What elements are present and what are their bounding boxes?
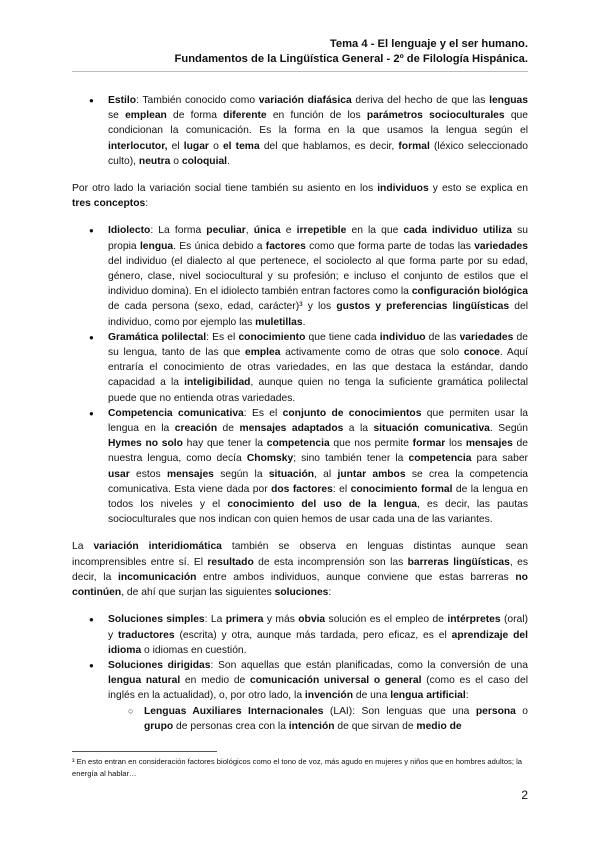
text-run: del individuo, como por ejemplo las bbox=[108, 301, 528, 328]
bold-term: situación bbox=[268, 468, 315, 480]
text-run: : el bbox=[332, 483, 351, 495]
concepts-list bbox=[72, 223, 528, 527]
text-run: o idiomas en cuestión. bbox=[141, 644, 247, 656]
bold-term: única bbox=[253, 225, 281, 237]
page-header bbox=[175, 37, 528, 67]
bold-term: lengua bbox=[139, 240, 174, 252]
text-run: solución es el empleo de bbox=[325, 614, 448, 626]
bold-term: variación diafásica bbox=[258, 95, 352, 106]
bold-term: Idiolecto bbox=[108, 225, 151, 237]
text-run: que condicionan la comunicación. Es la forma en la que usamos la lengua según el bbox=[108, 110, 528, 137]
text-run: de bbox=[217, 423, 240, 435]
bullet-gramatica-polilectal bbox=[72, 330, 528, 406]
text-run: : bbox=[145, 198, 149, 210]
text-run: : También conocido como bbox=[136, 95, 259, 106]
bullet-soluciones-simples bbox=[72, 612, 528, 658]
text-run: o bbox=[170, 155, 182, 167]
bold-term: configuración biológica bbox=[411, 286, 528, 298]
bold-term: variedades bbox=[459, 331, 514, 343]
text-run: : Son aquellas que están planificadas, como la conversión de una bbox=[210, 659, 528, 671]
text-run: en la que bbox=[346, 225, 404, 237]
solutions-list bbox=[72, 612, 528, 734]
header-divider bbox=[72, 71, 528, 72]
text-run: (como es el caso del inglés en la actualidad), o, por otro lado, la bbox=[108, 675, 528, 702]
bold-term: diferente bbox=[223, 110, 267, 122]
text-run: también se observa en lenguas distintas aunque sean incomprensibles entre sí. El bbox=[72, 541, 528, 568]
text-run: de la lengua en todos los niveles y el bbox=[108, 483, 529, 511]
bullet-idiolecto bbox=[72, 223, 528, 329]
bold-term: soluciones bbox=[274, 587, 329, 599]
text-run: : bbox=[465, 690, 469, 702]
text-run: de su lengua, tanto de las que bbox=[108, 331, 528, 359]
paragraph-social-variation bbox=[72, 181, 528, 211]
text-run: , al bbox=[314, 468, 338, 480]
bold-term: incomunicación bbox=[118, 571, 197, 583]
text-run: como que forma parte de todas las bbox=[305, 240, 475, 252]
bold-term: Hymes no solo bbox=[108, 438, 183, 450]
bullet-competencia-comunicativa bbox=[72, 406, 528, 528]
text-run: en medio de bbox=[180, 675, 250, 687]
bold-term: conocimiento del uso de la lengua bbox=[227, 499, 417, 511]
bold-term: Soluciones dirigidas bbox=[108, 659, 211, 671]
bold-term: dos factores bbox=[271, 483, 333, 495]
bold-term: emplean bbox=[125, 110, 167, 122]
bold-term: variación interidiomática bbox=[93, 541, 222, 553]
bold-term: situación comunicativa bbox=[373, 423, 490, 435]
text-run: ; sino también tener la bbox=[293, 453, 409, 465]
bold-term: primera bbox=[225, 614, 264, 626]
bold-term: aprendizaje del idioma bbox=[108, 629, 528, 656]
bold-term: Soluciones simples bbox=[108, 614, 205, 626]
bullet-estilo bbox=[72, 93, 528, 169]
bold-term: invención bbox=[304, 690, 353, 702]
text-run: los bbox=[445, 438, 466, 450]
text-run: . bbox=[227, 155, 230, 167]
footnote-divider bbox=[72, 751, 217, 752]
bold-term: variedades bbox=[474, 240, 529, 252]
bold-term: traductores bbox=[117, 629, 175, 641]
bold-term: comunicación universal o general bbox=[250, 675, 422, 687]
bold-term: coloquial bbox=[181, 155, 228, 167]
text-run: estos bbox=[129, 468, 167, 480]
estilo-list bbox=[72, 93, 528, 169]
text-run: de una bbox=[352, 690, 391, 702]
bold-term: barreras lingüísticas bbox=[407, 556, 510, 568]
text-run: , es decir, la bbox=[72, 556, 528, 583]
bold-term: cada individuo utiliza bbox=[403, 225, 513, 237]
bold-term: formar bbox=[412, 438, 446, 450]
bold-term: lenguas bbox=[489, 95, 528, 106]
bold-term: competencia bbox=[408, 453, 472, 465]
text-run: de forma bbox=[166, 110, 224, 122]
text-run: (léxico seleccionado culto), bbox=[108, 140, 528, 167]
text-run: del que hablamos, es decir, bbox=[259, 140, 399, 152]
header-topic: Tema 4 - El lenguaje y el ser humano. bbox=[329, 38, 528, 50]
bold-term: lugar bbox=[183, 140, 209, 152]
bold-term: irrepetible bbox=[296, 225, 347, 237]
text-run: según la bbox=[213, 468, 269, 480]
bold-term: Chomsky bbox=[246, 453, 294, 465]
subbullet-lenguas-auxiliares bbox=[72, 704, 528, 734]
text-run: del individuo (el dialecto al que pertenece, el sociolecto al que forma parte por su edad, género, clase, nivel sociocultural y su profesión; e incluso el conjunto de estilos que el individuo domina). En el idiolecto también entran factores como la bbox=[108, 255, 528, 298]
text-run: a la bbox=[343, 423, 374, 435]
bold-term: formal bbox=[398, 140, 430, 152]
bold-term: factores bbox=[265, 240, 306, 252]
bold-term: conocimiento bbox=[238, 331, 306, 343]
bold-term: lengua artificial bbox=[390, 690, 466, 702]
bold-term: intención bbox=[288, 720, 335, 732]
text-run: . Es única debido a bbox=[173, 240, 266, 252]
text-run: de que sirvan de bbox=[334, 720, 417, 732]
bold-term: parámetros socioculturales bbox=[366, 110, 505, 122]
bold-term: creación bbox=[174, 423, 218, 435]
text-run: de cada persona (sexo, edad, carácter)³ y los bbox=[108, 301, 337, 313]
text-run: deriva del hecho de que las bbox=[351, 95, 490, 106]
text-run: : La forma bbox=[150, 225, 207, 237]
text-run: , bbox=[245, 225, 254, 237]
page-number: 2 bbox=[521, 788, 528, 802]
text-run: : Es el bbox=[206, 331, 239, 343]
text-run: que permiten usar la lengua en la bbox=[108, 407, 528, 435]
bold-term: Gramática polilectal bbox=[108, 331, 207, 343]
bold-term: neutra bbox=[138, 155, 171, 167]
text-run: : La bbox=[204, 614, 226, 626]
text-run: su propia bbox=[108, 225, 529, 252]
text-run: . Según bbox=[489, 423, 529, 435]
bold-term: mensajes bbox=[166, 468, 214, 480]
text-run: , aunque quien no tenga la suficiente gramática polilectal puede que no entienda otras variedades. bbox=[108, 377, 528, 404]
bold-term: mensajes bbox=[465, 438, 513, 450]
text-run: que tiene cada bbox=[305, 331, 380, 343]
bold-term: grupo bbox=[144, 720, 174, 732]
text-run: (escrita) y otra, aunque más tardada, pero eficaz, es el bbox=[174, 629, 452, 641]
text-run: e bbox=[280, 225, 297, 237]
text-run: hay que tener la bbox=[182, 438, 267, 450]
bold-term: conjunto de conocimientos bbox=[282, 407, 422, 419]
document-body bbox=[72, 93, 528, 734]
text-run: el bbox=[167, 140, 184, 152]
bold-term: mensajes adaptados bbox=[239, 423, 344, 435]
text-run: : bbox=[328, 587, 332, 599]
bold-term: juntar ambos bbox=[337, 468, 406, 480]
bold-term: peculiar bbox=[206, 225, 246, 237]
bold-term: conoce bbox=[463, 347, 500, 359]
text-run: se bbox=[108, 110, 126, 122]
text-run: de esta incomprensión son las bbox=[253, 556, 408, 568]
text-run: o bbox=[515, 705, 528, 717]
text-run: se crea la competencia comunicativa. Esta viene dada por bbox=[108, 468, 528, 495]
bold-term: persona bbox=[475, 705, 516, 717]
bold-term: usar bbox=[108, 468, 130, 480]
bold-term: resultado bbox=[207, 556, 254, 568]
bold-term: obvia bbox=[298, 614, 326, 626]
text-run: en función de los bbox=[266, 110, 367, 122]
bold-term: individuo bbox=[379, 331, 426, 343]
bold-term: tres conceptos bbox=[72, 198, 146, 210]
text-run: (oral) y bbox=[108, 614, 529, 641]
footnote: ³ En esto entran en consideración factores biológicos como el tono de voz, más agudo en mujeres y niños que en hombres adultos; la energía al hablar… bbox=[72, 757, 522, 778]
bold-term: conocimiento formal bbox=[350, 483, 453, 495]
text-run: para saber bbox=[471, 453, 528, 465]
text-run: (LAI): Son lenguas que una bbox=[323, 705, 476, 717]
text-run: , de ahí que surjan las siguientes bbox=[121, 587, 275, 599]
text-run: Por otro lado la variación social tiene también su asiento en los bbox=[72, 183, 378, 195]
header-course: Fundamentos de la Lingüística General - 2º de Filología Hispánica. bbox=[174, 53, 528, 65]
bold-term: emplea bbox=[245, 347, 281, 359]
text-run: y más bbox=[263, 614, 299, 626]
text-run: de las bbox=[425, 331, 460, 343]
text-run: de personas crea con la bbox=[173, 720, 289, 732]
bold-term: Competencia comunicativa bbox=[108, 407, 244, 419]
bold-term: medio de bbox=[416, 720, 462, 732]
paragraph-interidiomatic bbox=[72, 539, 528, 600]
bold-term: individuos bbox=[377, 183, 429, 195]
bullet-soluciones-dirigidas bbox=[72, 658, 528, 704]
text-run: . Aquí entraría el conocimiento de otras variedades, en las que destaca la estándar, dando capacidad a la bbox=[108, 347, 529, 389]
text-run: que nos permite bbox=[329, 438, 413, 450]
bold-term: gustos y preferencias lingüísticas bbox=[336, 301, 510, 313]
text-run: de nuestra lengua, como decía bbox=[108, 438, 528, 465]
bold-term: Estilo bbox=[108, 95, 137, 106]
text-run: La bbox=[72, 541, 94, 553]
bold-term: interlocutor, bbox=[108, 140, 168, 152]
bold-term: muletillas bbox=[255, 316, 303, 328]
text-run: . bbox=[302, 316, 306, 328]
text-run: : Es el bbox=[243, 407, 283, 419]
text-run: , es decir, las pautas socioculturales que nos indican con quien hemos de usar cada una de las variantes. bbox=[108, 499, 528, 526]
text-run: entre ambos individuos, aunque conviene que estas barreras bbox=[196, 571, 516, 583]
text-run: y esto se explica en bbox=[428, 183, 528, 195]
text-run: o bbox=[208, 140, 223, 152]
bold-term: Lenguas Auxiliares Internacionales bbox=[144, 705, 324, 717]
bold-term: inteligibilidad bbox=[184, 377, 251, 389]
bold-term: no continúen bbox=[72, 571, 528, 599]
bold-term: intérpretes bbox=[447, 614, 501, 626]
bold-term: el tema bbox=[222, 140, 260, 152]
bold-term: lengua natural bbox=[108, 675, 181, 687]
bold-term: competencia bbox=[266, 438, 330, 450]
text-run: activamente como de otras que solo bbox=[280, 347, 464, 359]
